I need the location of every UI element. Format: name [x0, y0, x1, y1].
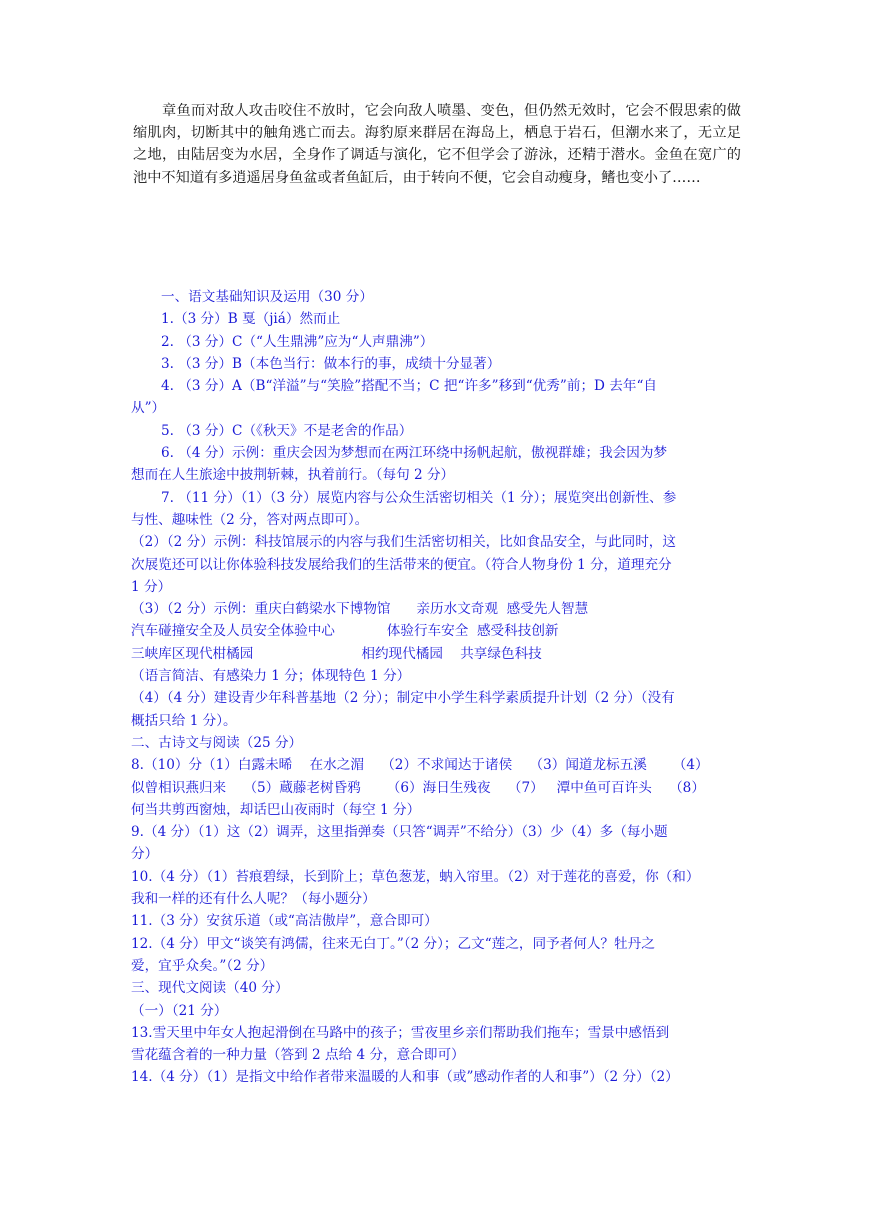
- answer-line: 12.（4 分）甲文“谈笑有鸿儒，往来无白丁。”（2 分）；乙文“莲之，同予者何人？牡丹之: [131, 935, 655, 952]
- answer-line: 13.雪天里中年女人抱起滑倒在马路中的孩子；雪夜里乡亲们帮助我们拖车；雪景中感悟到: [131, 1024, 670, 1041]
- answer-line: 6. （4 分）示例：重庆会因为梦想而在两江环绕中扬帆起航，傲视群雄；我会因为梦: [161, 445, 668, 462]
- answer-line: 一、语文基础知识及运用（30 分）: [161, 289, 373, 305]
- answer-line: 5. （3 分）C（《秋天》不是老舍的作品）: [161, 422, 413, 439]
- answer-line: 何当共剪西窗烛，却话巴山夜雨时（每空 1 分）: [131, 801, 421, 818]
- answer-line: 11.（3 分）安贫乐道（或“高洁傲岸”，意合即可）: [131, 913, 438, 930]
- answer-key: [131, 286, 743, 1089]
- intro-paragraph: 章鱼而对敌人攻击咬住不放时，它会向敌人喷墨、变色，但仍然无效时，它会不假思索的做缩肌肉，切断其中的触角逃亡而去。海豹原来群居在海岛上，栖息于岩石，但潮水来了，无立足之地，由陆居变为水居，全身作了调适与演化，它不但学会了游泳，还精于潜水。金鱼在宽广的池中不知道有多逍遥居身鱼盆或者鱼缸后，由于转向不便，它会自动瘦身，鳍也变小了……: [133, 103, 741, 186]
- answer-line: 4. （3 分）A（B“洋溢”与“笑脸”搭配不当；C 把“许多”移到“优秀”前；D 去年“自: [161, 378, 657, 395]
- answer-line: 想而在人生旅途中披荆斩棘，执着前行。（每句 2 分）: [131, 467, 455, 484]
- answer-line: （语言简洁、有感染力 1 分；体现特色 1 分）: [131, 668, 411, 685]
- answer-line: 三、现代文阅读（40 分）: [131, 980, 289, 997]
- answer-line: 我和一样的还有什么人呢？（每小题分）: [131, 891, 376, 908]
- answer-line: （3）（2 分）示例：重庆白鹤梁水下博物馆 亲历水文奇观 感受先人智慧: [131, 601, 589, 618]
- answer-line: 二、古诗文与阅读（25 分）: [131, 734, 303, 751]
- answer-line: 似曾相识燕归来 （5）蔵藤老树昏鸦 （6）海日生残夜 （7） 潭中鱼可百许头 （8）: [131, 779, 705, 796]
- answer-line: 概括只给 1 分）。: [131, 712, 237, 729]
- answer-line: 10.（4 分）（1）苔痕碧绿，长到阶上；草色葱茏，蚋入帘里。（2）对于莲花的喜爱，你（和）: [131, 868, 700, 885]
- answer-line: 从”）: [131, 400, 166, 417]
- answer-line: 与性、趣味性（2 分，答对两点即可）。: [131, 511, 369, 528]
- answer-line: 爱，宜乎众矣。”（2 分）: [131, 957, 274, 974]
- answer-line: 14.（4 分）（1）是指文中给作者带来温暖的人和事（或”感动作者的人和事”）（2 分）（2）: [131, 1069, 679, 1086]
- answer-line: 分）: [131, 846, 159, 863]
- answer-line: 三峡库区现代柑橘园 相约现代橘园 共享绿色科技: [131, 645, 542, 662]
- answer-line: 8.（10）分（1）白露未晞 在水之湄 （2）不求闻达于诸侯 （3）闻道龙标五溪 （4）: [131, 757, 709, 774]
- answer-line: 汽车碰撞安全及人员安全体验中心 体验行车安全 感受科技创新: [131, 623, 559, 640]
- answer-line: （2）（2 分）示例：科技馆展示的内容与我们生活密切相关，比如食品安全，与此同时，这: [131, 534, 676, 551]
- answer-line: 2. （3 分）C（“人生鼎沸”应为“人声鼎沸”）: [161, 333, 434, 350]
- answer-line: 雪花蕴含着的一种力量（答到 2 点给 4 分，意合即可）: [131, 1047, 465, 1064]
- answer-line: 9.（4 分）（1）这（2）调弄，这里指弹奏（只答“调弄”不给分）（3）少（4）多（每小题: [131, 824, 668, 841]
- answer-line: 1 分）: [131, 578, 172, 595]
- answer-line: 次展览还可以让你体验科技发展给我们的生活带来的便宜。（符合人物身份 1 分，道理充分: [131, 556, 672, 573]
- answer-line: 3. （3 分）B（本色当行：做本行的事，成绩十分显著）: [161, 355, 501, 372]
- answer-line: 7. （11 分）（1）（3 分）展览内容与公众生活密切相关（1 分）；展览突出创新性、参: [161, 489, 677, 506]
- answer-line: （一）（21 分）: [131, 1002, 228, 1019]
- answer-line: （4）（4 分）建设青少年科普基地（2 分）；制定中小学生科学素质提升计划（2 分）（没有: [131, 690, 675, 707]
- answer-line: 1.（3 分）B 戛（jiá）然而止: [161, 311, 341, 328]
